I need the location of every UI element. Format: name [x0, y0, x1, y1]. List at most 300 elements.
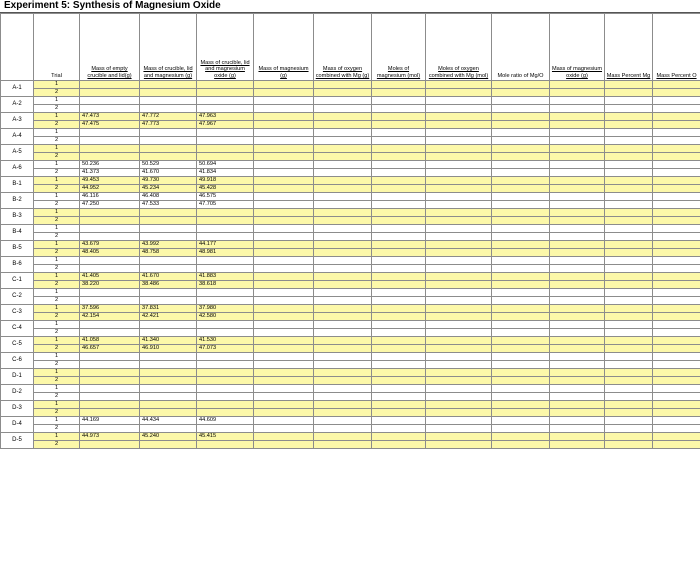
data-cell[interactable]: [605, 121, 653, 129]
data-cell[interactable]: [653, 185, 700, 193]
data-cell[interactable]: [254, 121, 314, 129]
data-cell[interactable]: [492, 337, 550, 345]
data-cell[interactable]: [80, 97, 140, 105]
data-cell[interactable]: [372, 433, 426, 441]
group-label[interactable]: A-4: [1, 129, 34, 145]
data-cell[interactable]: [254, 153, 314, 161]
data-cell[interactable]: [605, 401, 653, 409]
data-cell[interactable]: 37.831: [140, 305, 197, 313]
data-cell[interactable]: [492, 433, 550, 441]
data-cell[interactable]: [426, 337, 492, 345]
data-cell[interactable]: [80, 233, 140, 241]
data-cell[interactable]: [254, 129, 314, 137]
data-cell[interactable]: [314, 145, 372, 153]
data-cell[interactable]: [426, 233, 492, 241]
data-cell[interactable]: [550, 249, 605, 257]
data-cell[interactable]: [492, 177, 550, 185]
data-cell[interactable]: 43.992: [140, 241, 197, 249]
trial-cell[interactable]: 2: [34, 313, 80, 321]
data-cell[interactable]: [605, 345, 653, 353]
group-label[interactable]: C-5: [1, 337, 34, 353]
data-cell[interactable]: [80, 289, 140, 297]
data-cell[interactable]: [426, 105, 492, 113]
data-cell[interactable]: [314, 313, 372, 321]
trial-cell[interactable]: 1: [34, 321, 80, 329]
data-cell[interactable]: [550, 377, 605, 385]
data-cell[interactable]: [372, 209, 426, 217]
data-cell[interactable]: [426, 281, 492, 289]
data-cell[interactable]: [314, 377, 372, 385]
data-cell[interactable]: [80, 353, 140, 361]
data-cell[interactable]: [314, 297, 372, 305]
data-cell[interactable]: [653, 337, 700, 345]
data-cell[interactable]: [550, 297, 605, 305]
data-cell[interactable]: [605, 313, 653, 321]
data-cell[interactable]: [605, 161, 653, 169]
data-cell[interactable]: [372, 353, 426, 361]
data-cell[interactable]: [605, 89, 653, 97]
data-cell[interactable]: [605, 409, 653, 417]
data-cell[interactable]: [254, 113, 314, 121]
data-cell[interactable]: [426, 305, 492, 313]
data-cell[interactable]: [314, 249, 372, 257]
data-cell[interactable]: [314, 81, 372, 89]
data-cell[interactable]: 41.834: [197, 169, 254, 177]
data-cell[interactable]: [197, 105, 254, 113]
data-cell[interactable]: [492, 273, 550, 281]
data-cell[interactable]: [426, 265, 492, 273]
data-cell[interactable]: [372, 377, 426, 385]
data-cell[interactable]: [254, 265, 314, 273]
trial-cell[interactable]: 2: [34, 441, 80, 449]
data-cell[interactable]: [140, 217, 197, 225]
data-cell[interactable]: [140, 105, 197, 113]
data-cell[interactable]: [372, 153, 426, 161]
data-cell[interactable]: [254, 273, 314, 281]
data-cell[interactable]: [426, 185, 492, 193]
data-cell[interactable]: [492, 313, 550, 321]
data-cell[interactable]: 49.730: [140, 177, 197, 185]
group-label[interactable]: A-5: [1, 145, 34, 161]
data-cell[interactable]: [80, 217, 140, 225]
data-cell[interactable]: [550, 417, 605, 425]
data-cell[interactable]: 41.883: [197, 273, 254, 281]
trial-cell[interactable]: 2: [34, 185, 80, 193]
group-label[interactable]: B-2: [1, 193, 34, 209]
data-cell[interactable]: [605, 137, 653, 145]
data-cell[interactable]: [254, 433, 314, 441]
data-cell[interactable]: [605, 393, 653, 401]
data-cell[interactable]: [254, 233, 314, 241]
data-cell[interactable]: 49.918: [197, 177, 254, 185]
data-cell[interactable]: [372, 201, 426, 209]
data-cell[interactable]: [254, 377, 314, 385]
data-cell[interactable]: [605, 289, 653, 297]
data-cell[interactable]: [550, 361, 605, 369]
data-cell[interactable]: [254, 313, 314, 321]
data-cell[interactable]: [197, 225, 254, 233]
trial-cell[interactable]: 1: [34, 97, 80, 105]
group-label[interactable]: A-3: [1, 113, 34, 129]
trial-cell[interactable]: 2: [34, 169, 80, 177]
data-cell[interactable]: [372, 81, 426, 89]
data-cell[interactable]: 42.580: [197, 313, 254, 321]
data-cell[interactable]: [550, 153, 605, 161]
data-cell[interactable]: [254, 201, 314, 209]
data-cell[interactable]: [550, 145, 605, 153]
data-cell[interactable]: [605, 113, 653, 121]
data-cell[interactable]: [653, 409, 700, 417]
data-cell[interactable]: [314, 89, 372, 97]
trial-cell[interactable]: 2: [34, 105, 80, 113]
trial-cell[interactable]: 1: [34, 433, 80, 441]
data-cell[interactable]: [314, 417, 372, 425]
data-cell[interactable]: [80, 265, 140, 273]
data-cell[interactable]: [550, 241, 605, 249]
data-cell[interactable]: [197, 257, 254, 265]
data-cell[interactable]: 46.575: [197, 193, 254, 201]
data-cell[interactable]: [254, 217, 314, 225]
data-cell[interactable]: [314, 425, 372, 433]
data-cell[interactable]: [314, 265, 372, 273]
data-cell[interactable]: [254, 281, 314, 289]
group-label[interactable]: C-4: [1, 321, 34, 337]
data-cell[interactable]: [550, 81, 605, 89]
data-cell[interactable]: [197, 297, 254, 305]
data-cell[interactable]: [550, 161, 605, 169]
data-cell[interactable]: [492, 289, 550, 297]
data-cell[interactable]: [426, 433, 492, 441]
trial-cell[interactable]: 1: [34, 161, 80, 169]
data-cell[interactable]: [140, 225, 197, 233]
data-cell[interactable]: 38.618: [197, 281, 254, 289]
data-cell[interactable]: 41.530: [197, 337, 254, 345]
data-cell[interactable]: 47.705: [197, 201, 254, 209]
data-cell[interactable]: [653, 81, 700, 89]
data-cell[interactable]: [426, 257, 492, 265]
data-cell[interactable]: [653, 225, 700, 233]
data-cell[interactable]: [254, 257, 314, 265]
data-cell[interactable]: [80, 225, 140, 233]
data-cell[interactable]: [653, 393, 700, 401]
data-cell[interactable]: [492, 441, 550, 449]
data-cell[interactable]: [314, 337, 372, 345]
data-cell[interactable]: [550, 201, 605, 209]
data-cell[interactable]: [550, 185, 605, 193]
data-cell[interactable]: [80, 105, 140, 113]
trial-cell[interactable]: 1: [34, 353, 80, 361]
data-cell[interactable]: [605, 145, 653, 153]
data-cell[interactable]: [426, 313, 492, 321]
data-cell[interactable]: [550, 193, 605, 201]
data-cell[interactable]: [492, 129, 550, 137]
trial-cell[interactable]: 2: [34, 361, 80, 369]
data-cell[interactable]: [80, 409, 140, 417]
trial-cell[interactable]: 2: [34, 297, 80, 305]
data-cell[interactable]: [492, 89, 550, 97]
data-cell[interactable]: [426, 353, 492, 361]
data-cell[interactable]: 47.473: [80, 113, 140, 121]
data-cell[interactable]: [254, 185, 314, 193]
data-cell[interactable]: [254, 401, 314, 409]
data-cell[interactable]: [653, 265, 700, 273]
data-cell[interactable]: [197, 353, 254, 361]
data-cell[interactable]: [372, 289, 426, 297]
data-cell[interactable]: [314, 401, 372, 409]
data-cell[interactable]: [140, 81, 197, 89]
data-cell[interactable]: [653, 313, 700, 321]
data-cell[interactable]: [653, 137, 700, 145]
data-cell[interactable]: [426, 329, 492, 337]
data-cell[interactable]: [254, 345, 314, 353]
data-cell[interactable]: [605, 129, 653, 137]
data-cell[interactable]: [254, 193, 314, 201]
data-cell[interactable]: 48.981: [197, 249, 254, 257]
data-cell[interactable]: [492, 105, 550, 113]
data-cell[interactable]: [254, 97, 314, 105]
data-cell[interactable]: [492, 281, 550, 289]
data-cell[interactable]: [254, 417, 314, 425]
data-cell[interactable]: [80, 145, 140, 153]
data-cell[interactable]: [314, 361, 372, 369]
data-cell[interactable]: [140, 329, 197, 337]
data-cell[interactable]: [314, 225, 372, 233]
group-label[interactable]: C-6: [1, 353, 34, 369]
data-cell[interactable]: 44.609: [197, 417, 254, 425]
data-cell[interactable]: [426, 401, 492, 409]
data-cell[interactable]: [426, 129, 492, 137]
data-cell[interactable]: [372, 137, 426, 145]
data-cell[interactable]: [653, 217, 700, 225]
data-cell[interactable]: [550, 329, 605, 337]
data-cell[interactable]: [372, 369, 426, 377]
data-cell[interactable]: [372, 217, 426, 225]
data-cell[interactable]: [550, 385, 605, 393]
trial-cell[interactable]: 2: [34, 281, 80, 289]
data-cell[interactable]: 45.240: [140, 433, 197, 441]
data-cell[interactable]: [492, 401, 550, 409]
data-cell[interactable]: [140, 257, 197, 265]
data-cell[interactable]: [492, 385, 550, 393]
data-cell[interactable]: [605, 169, 653, 177]
data-cell[interactable]: [372, 257, 426, 265]
data-cell[interactable]: 41.670: [140, 169, 197, 177]
data-cell[interactable]: [653, 177, 700, 185]
data-cell[interactable]: 41.405: [80, 273, 140, 281]
data-cell[interactable]: [550, 177, 605, 185]
trial-cell[interactable]: 2: [34, 89, 80, 97]
data-cell[interactable]: [314, 121, 372, 129]
data-cell[interactable]: [426, 345, 492, 353]
trial-cell[interactable]: 1: [34, 241, 80, 249]
data-cell[interactable]: 47.533: [140, 201, 197, 209]
data-cell[interactable]: [372, 329, 426, 337]
data-cell[interactable]: [653, 273, 700, 281]
data-cell[interactable]: [197, 441, 254, 449]
data-cell[interactable]: [492, 185, 550, 193]
data-cell[interactable]: [426, 297, 492, 305]
group-label[interactable]: D-5: [1, 433, 34, 449]
data-cell[interactable]: [653, 169, 700, 177]
data-cell[interactable]: [254, 321, 314, 329]
data-cell[interactable]: [80, 361, 140, 369]
trial-cell[interactable]: 2: [34, 393, 80, 401]
trial-cell[interactable]: 1: [34, 385, 80, 393]
group-label[interactable]: C-3: [1, 305, 34, 321]
data-cell[interactable]: 41.670: [140, 273, 197, 281]
trial-cell[interactable]: 2: [34, 409, 80, 417]
data-cell[interactable]: [492, 145, 550, 153]
data-cell[interactable]: [426, 393, 492, 401]
trial-cell[interactable]: 1: [34, 225, 80, 233]
data-cell[interactable]: [80, 137, 140, 145]
data-cell[interactable]: [550, 225, 605, 233]
data-cell[interactable]: [197, 369, 254, 377]
data-cell[interactable]: [372, 401, 426, 409]
data-cell[interactable]: [653, 153, 700, 161]
group-label[interactable]: A-6: [1, 161, 34, 177]
data-cell[interactable]: [426, 217, 492, 225]
data-cell[interactable]: [426, 97, 492, 105]
data-cell[interactable]: [653, 345, 700, 353]
data-cell[interactable]: [492, 137, 550, 145]
data-cell[interactable]: [550, 209, 605, 217]
data-cell[interactable]: [140, 129, 197, 137]
data-cell[interactable]: [372, 321, 426, 329]
data-cell[interactable]: [372, 265, 426, 273]
data-cell[interactable]: 44.973: [80, 433, 140, 441]
data-cell[interactable]: [372, 273, 426, 281]
data-cell[interactable]: [605, 305, 653, 313]
data-cell[interactable]: 45.428: [197, 185, 254, 193]
data-cell[interactable]: [254, 409, 314, 417]
data-cell[interactable]: 46.408: [140, 193, 197, 201]
data-cell[interactable]: [492, 369, 550, 377]
data-cell[interactable]: [492, 225, 550, 233]
data-cell[interactable]: [372, 169, 426, 177]
data-cell[interactable]: [605, 233, 653, 241]
data-cell[interactable]: [653, 281, 700, 289]
data-cell[interactable]: [653, 201, 700, 209]
data-cell[interactable]: [605, 361, 653, 369]
data-cell[interactable]: [492, 305, 550, 313]
data-cell[interactable]: [550, 353, 605, 361]
data-cell[interactable]: [492, 201, 550, 209]
data-cell[interactable]: 44.169: [80, 417, 140, 425]
data-cell[interactable]: [426, 241, 492, 249]
data-cell[interactable]: [314, 345, 372, 353]
trial-cell[interactable]: 2: [34, 329, 80, 337]
data-cell[interactable]: [492, 329, 550, 337]
data-cell[interactable]: [314, 441, 372, 449]
data-cell[interactable]: 49.453: [80, 177, 140, 185]
data-cell[interactable]: [426, 321, 492, 329]
data-cell[interactable]: [605, 97, 653, 105]
trial-cell[interactable]: 2: [34, 233, 80, 241]
data-cell[interactable]: [314, 241, 372, 249]
group-label[interactable]: A-1: [1, 81, 34, 97]
data-cell[interactable]: [426, 209, 492, 217]
data-cell[interactable]: [492, 361, 550, 369]
data-cell[interactable]: [372, 393, 426, 401]
data-cell[interactable]: [605, 281, 653, 289]
data-cell[interactable]: [314, 209, 372, 217]
data-cell[interactable]: [197, 137, 254, 145]
data-cell[interactable]: [254, 329, 314, 337]
data-cell[interactable]: [254, 337, 314, 345]
data-cell[interactable]: [372, 161, 426, 169]
trial-cell[interactable]: 2: [34, 121, 80, 129]
data-cell[interactable]: [653, 305, 700, 313]
data-cell[interactable]: [492, 169, 550, 177]
data-cell[interactable]: [372, 361, 426, 369]
data-cell[interactable]: [550, 441, 605, 449]
data-cell[interactable]: [140, 137, 197, 145]
data-cell[interactable]: [314, 169, 372, 177]
data-cell[interactable]: [197, 385, 254, 393]
data-cell[interactable]: [426, 193, 492, 201]
data-cell[interactable]: [197, 401, 254, 409]
trial-cell[interactable]: 2: [34, 217, 80, 225]
data-cell[interactable]: [492, 417, 550, 425]
trial-cell[interactable]: 2: [34, 425, 80, 433]
data-cell[interactable]: [197, 81, 254, 89]
data-cell[interactable]: [492, 153, 550, 161]
data-cell[interactable]: [605, 177, 653, 185]
data-cell[interactable]: [314, 329, 372, 337]
data-cell[interactable]: [426, 385, 492, 393]
data-cell[interactable]: [372, 105, 426, 113]
data-cell[interactable]: [426, 113, 492, 121]
data-cell[interactable]: [314, 289, 372, 297]
data-cell[interactable]: [426, 137, 492, 145]
group-label[interactable]: A-2: [1, 97, 34, 113]
data-cell[interactable]: [254, 369, 314, 377]
data-cell[interactable]: [80, 425, 140, 433]
data-cell[interactable]: [550, 425, 605, 433]
data-cell[interactable]: [605, 257, 653, 265]
data-cell[interactable]: [550, 345, 605, 353]
data-cell[interactable]: [550, 273, 605, 281]
group-label[interactable]: B-5: [1, 241, 34, 257]
data-cell[interactable]: [550, 289, 605, 297]
data-cell[interactable]: [426, 377, 492, 385]
data-cell[interactable]: 41.340: [140, 337, 197, 345]
data-cell[interactable]: [492, 81, 550, 89]
data-cell[interactable]: [372, 193, 426, 201]
data-cell[interactable]: [197, 97, 254, 105]
group-label[interactable]: C-2: [1, 289, 34, 305]
data-cell[interactable]: [314, 177, 372, 185]
data-cell[interactable]: [80, 369, 140, 377]
data-cell[interactable]: 44.434: [140, 417, 197, 425]
data-cell[interactable]: [605, 329, 653, 337]
data-cell[interactable]: [492, 425, 550, 433]
data-cell[interactable]: [140, 297, 197, 305]
data-cell[interactable]: [492, 321, 550, 329]
data-cell[interactable]: [197, 393, 254, 401]
data-cell[interactable]: [140, 385, 197, 393]
data-cell[interactable]: [426, 177, 492, 185]
data-cell[interactable]: [197, 329, 254, 337]
data-cell[interactable]: [254, 105, 314, 113]
data-cell[interactable]: [314, 137, 372, 145]
data-cell[interactable]: [197, 289, 254, 297]
data-cell[interactable]: [372, 345, 426, 353]
data-cell[interactable]: [605, 377, 653, 385]
trial-cell[interactable]: 2: [34, 265, 80, 273]
data-cell[interactable]: [605, 265, 653, 273]
